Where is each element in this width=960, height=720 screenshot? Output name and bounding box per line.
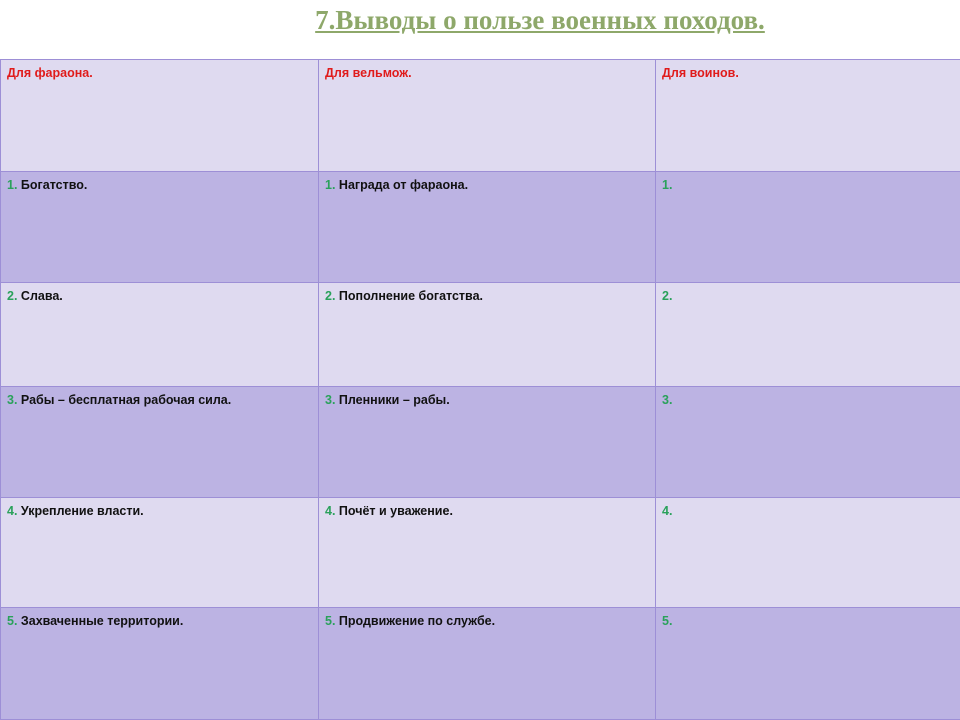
item-number: 4. [325, 504, 336, 518]
item-text: Богатство. [17, 178, 88, 192]
item-text: Почёт и уважение. [335, 504, 453, 518]
item-number: 2. [325, 289, 336, 303]
table-cell [656, 608, 960, 720]
item-text: Захваченные территории. [17, 614, 184, 628]
item-number: 5. [7, 614, 18, 628]
table-cell [656, 387, 960, 498]
item-number: 3. [325, 393, 336, 407]
item-number: 4. [662, 504, 673, 518]
table-row [1, 172, 960, 283]
page-title: 7.Выводы о пользе военных походов. [315, 5, 765, 35]
item-number: 4. [7, 504, 18, 518]
item-number: 1. [662, 178, 673, 192]
item-number: 5. [662, 614, 673, 628]
table-cell [656, 283, 960, 387]
header-warriors: Для воинов. [656, 60, 960, 172]
table-row [1, 608, 960, 720]
table-cell [319, 387, 656, 498]
table-cell [319, 283, 656, 387]
table-row [1, 283, 960, 387]
item-number: 3. [662, 393, 673, 407]
table-cell [319, 498, 656, 608]
item-text: Награда от фараона. [335, 178, 469, 192]
item-number: 2. [7, 289, 18, 303]
benefits-table [0, 59, 960, 720]
item-number: 2. [662, 289, 673, 303]
table-cell [1, 498, 319, 608]
item-text: Рабы – бесплатная рабочая сила. [17, 393, 232, 407]
table-cell [1, 172, 319, 283]
header-nobles: Для вельмож. [319, 60, 656, 172]
item-text: Укрепление власти. [17, 504, 144, 518]
table-header-row [1, 60, 960, 172]
table-cell [1, 387, 319, 498]
item-number: 5. [325, 614, 336, 628]
item-number: 1. [7, 178, 18, 192]
table-cell [1, 283, 319, 387]
item-text: Продвижение по службе. [335, 614, 496, 628]
table-cell [656, 172, 960, 283]
table-cell [656, 498, 960, 608]
table-cell [319, 172, 656, 283]
item-number: 1. [325, 178, 336, 192]
header-pharaoh: Для фараона. [1, 60, 319, 172]
item-number: 3. [7, 393, 18, 407]
table-row [1, 498, 960, 608]
item-text: Пополнение богатства. [335, 289, 483, 303]
table-cell [1, 608, 319, 720]
item-text: Пленники – рабы. [335, 393, 450, 407]
table-row [1, 387, 960, 498]
item-text: Слава. [17, 289, 63, 303]
table-cell [319, 608, 656, 720]
